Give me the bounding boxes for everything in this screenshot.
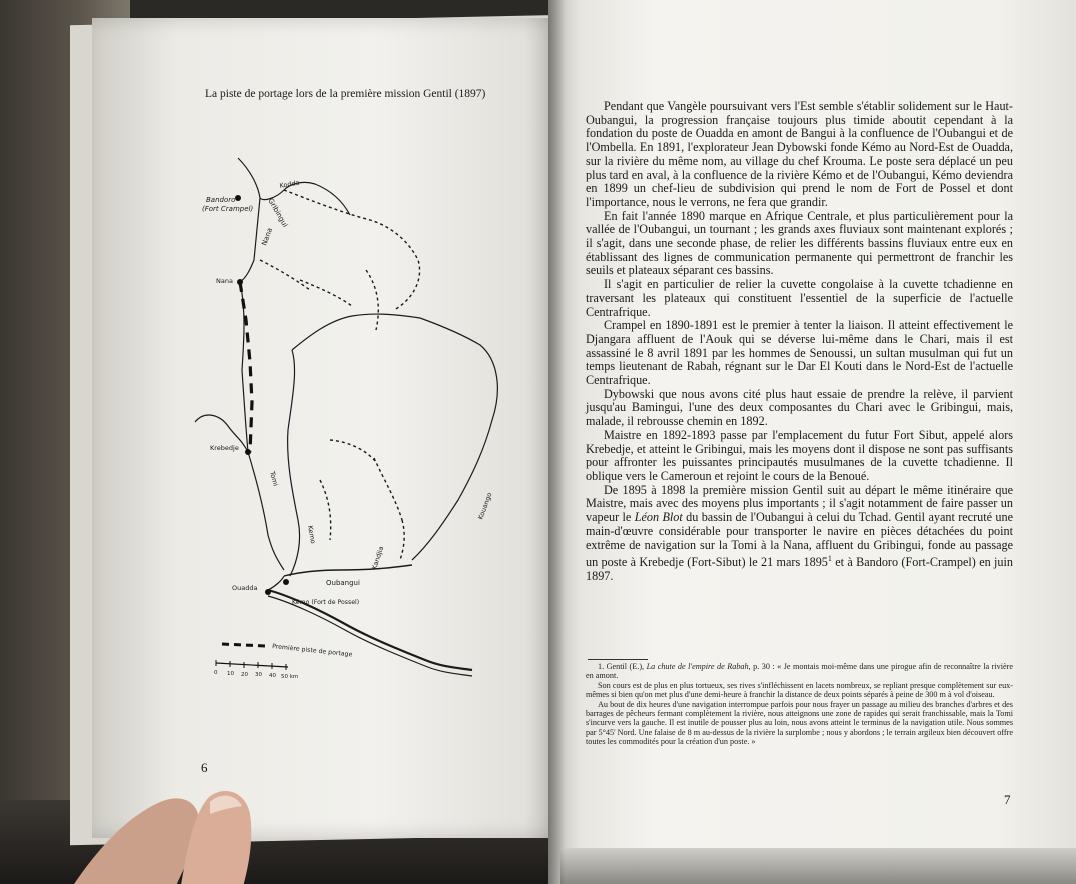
label-kemo-fort: Kémo (Fort de Possel)	[292, 599, 360, 606]
legend-swatch	[222, 644, 266, 646]
footnote-rule	[588, 659, 648, 660]
scale-tick-20: 20	[241, 672, 248, 678]
scale-tick-10: 10	[227, 671, 234, 677]
main-text	[586, 100, 1013, 584]
footnote-paragraph: Son cours est de plus en plus tortueux, ses rives s'infléchissent en lacets nombreux, se repliant presque complètement sur eux-mêmes si bien qu'on met plus d'une demi-heure à franchir la distance de deux points séparés à peine de 300 m à vol d'oiseau.	[586, 680, 1013, 700]
label-nana-river: Nana	[260, 226, 275, 247]
legend-label: Première piste de portage	[271, 643, 353, 659]
paragraph: En fait l'année 1890 marque en Afrique Centrale, et plus particulièrement pour la vallée de l'Oubangui, un tournant ; les grands axes fluviaux sont maintenant explorés ; il s'agit, dans une seconde phase, de relier les différents bassins fluviaux entre eux en établissant des lignes de communication permanente qui permettront de franchir les seuils et plateaux séparant ces bassins.	[586, 208, 1013, 278]
label-tomi: Tomi	[268, 470, 280, 487]
scale-tick-40: 40	[269, 673, 276, 679]
paragraph: Il s'agit en particulier de relier la cuvette congolaise à la cuvette tchadienne en traversant les plateaux qui constituent l'essentiel de la superficie de l'actuelle Centrafrique.	[586, 277, 1013, 319]
town-nana	[237, 279, 243, 285]
label-ouadda: Ouadda	[232, 584, 258, 592]
town-bandoro	[235, 195, 241, 201]
paragraph-last	[586, 484, 1013, 584]
label-gribingui: Gribingui	[266, 197, 290, 229]
right-page-bottom-shadow	[560, 848, 1076, 884]
label-kemo: Kemo	[306, 524, 318, 545]
town-ouadda	[265, 589, 271, 595]
book-gutter	[548, 0, 566, 884]
river-tomi	[248, 452, 284, 570]
town-kemo	[283, 579, 289, 585]
footnote-book-title: La chute de l'empire de Rabah	[646, 662, 749, 671]
scale-tick-0: 0	[214, 670, 218, 676]
paragraph: Maistre en 1892-1893 passe par l'emplacement du futur Fort Sibut, appelé alors Krebedje, et atteint le Gribingui, mais les moyens dont il dispose ne sont pas suffisants pour affronter les puissantes principautés musulmanes de la cuvette tchadienne. Il oblique vers le Cameroun et rejoint le cours de la Benoué.	[586, 427, 1013, 483]
label-bandoro: Bandoro	[206, 196, 236, 204]
label-kouango: Kouango	[476, 491, 494, 521]
paragraph: Pendant que Vangèle poursuivant vers l'Est semble s'établir solidement sur le Haut-Oubangui, la progression française toujours plus timide aboutit cependant à la fondation du poste de Ouadda en amont de Bangui à la confluence de l'Oubangui et de l'Ombella. En 1891, l'explorateur Jean Dybowski fonde Kémo au Nord-Est de Ouadda, sur la rivière du même nom, au village du chef Krouma. Le poste sera déplacé un peu plus tard en aval, à la confluence de la rivière Kémo et de l'Oubangui, Kémo deviendra en 1899 un chef-lieu de subdivision qui prend le nom de Fort de Possel et dont l'importance, nous le verrons, ne fera que grandir.	[586, 99, 1013, 209]
paragraph: Dybowski que nous avons cité plus haut essaie de prendre la relève, il parvient jusqu'au Bamingui, l'une des deux composantes du Chari avec le Gribingui, mais, malade, il rebrousse chemin en 1892.	[586, 386, 1013, 429]
text-segment: et à Bandoro (Fort-Crampel) en juin 1897.	[586, 555, 1013, 583]
label-nana-town: Nana	[216, 277, 233, 285]
paragraph: Crampel en 1890-1891 est le premier à tenter la liaison. Il atteint effectivement le Djangara affluent de l'Aouk qui se déverse lui-même dans le Chari, mais il est assassiné le 8 avril 1891 par les hommes de Senoussi, un sultan musulman qui fut un temps lieutenant de Rabah, régnant sur le Dar El Kouti dans le Nord-Est de l'actuelle Centrafrique.	[586, 318, 1013, 388]
portage-map	[180, 140, 500, 700]
text-segment: du bassin de l'Oubangui à celui du Tchad. Gentil ayant recruté une main-d'œuvre considérable pour transporter le navire en pièces détachées du point extrême de navigation sur la Tomi à la Nana, affluent du Gribingui, fonde au passage un poste à Krebedje (Fort-Sibut) le 21 mars 1895	[586, 510, 1013, 570]
label-krebedje: Krebedje	[210, 444, 239, 452]
town-krebedje	[245, 449, 251, 455]
river-ouadda	[268, 576, 284, 590]
river-kemo-branch	[292, 314, 420, 350]
thumb	[70, 780, 260, 884]
river-oubangui	[284, 565, 412, 576]
footnote-lead: 1. Gentil (E.),	[598, 662, 647, 671]
scale-tick-30: 30	[255, 672, 262, 678]
footnote-ref: 1	[827, 554, 832, 564]
label-kandjia: Kandjia	[370, 545, 386, 571]
label-kodda: Kodda	[278, 178, 301, 190]
footnote	[586, 662, 1013, 747]
footnote-text: , p. 30 : « Je montais moi-même dans une pirogue afin de reconnaître la rivière en amont.	[586, 662, 1014, 681]
scale-bar	[216, 663, 288, 667]
river-kemo	[288, 350, 300, 576]
right-page-number: 7	[1004, 792, 1011, 807]
map-title: La piste de portage lors de la première mission Gentil (1897)	[205, 88, 486, 100]
label-fort-crampel: (Fort Crampel)	[202, 205, 254, 213]
river-kouango	[412, 318, 497, 560]
left-page-number: 6	[201, 760, 208, 775]
scale-tick-50: 50 km	[281, 674, 299, 680]
label-oubangui: Oubangui	[326, 579, 360, 587]
footnote-paragraph	[586, 662, 1013, 681]
text-segment: De 1895 à 1898 la première mission Gentil suit au départ le même itinéraire que Maistre, mais avec des moyens plus importants ; il s'agit notamment de faire passer un vapeur le	[586, 482, 1013, 525]
footnote-paragraph: Au bout de dix heures d'une navigation interrompue parfois pour nous frayer un passage au milieu des branches d'arbres et des barrages de pêcheurs fermant complètement la rivière, nous atteignons une zone de rapides qui serait franchissable, mais la Tomi s'incurve vers la gauche. Il est inutile de pousser plus au loin, nous avons atteint le terminus de la navigation utile. Nous sommes par 5°45' Nord. Une falaise de 8 m au-dessus de la rivière la surplombe ; nous y abordons ; le terrain argileux bien découvert offre toutes les commodités pour la création d'un poste. »	[586, 699, 1013, 747]
ship-name: Léon Blot	[634, 510, 683, 525]
